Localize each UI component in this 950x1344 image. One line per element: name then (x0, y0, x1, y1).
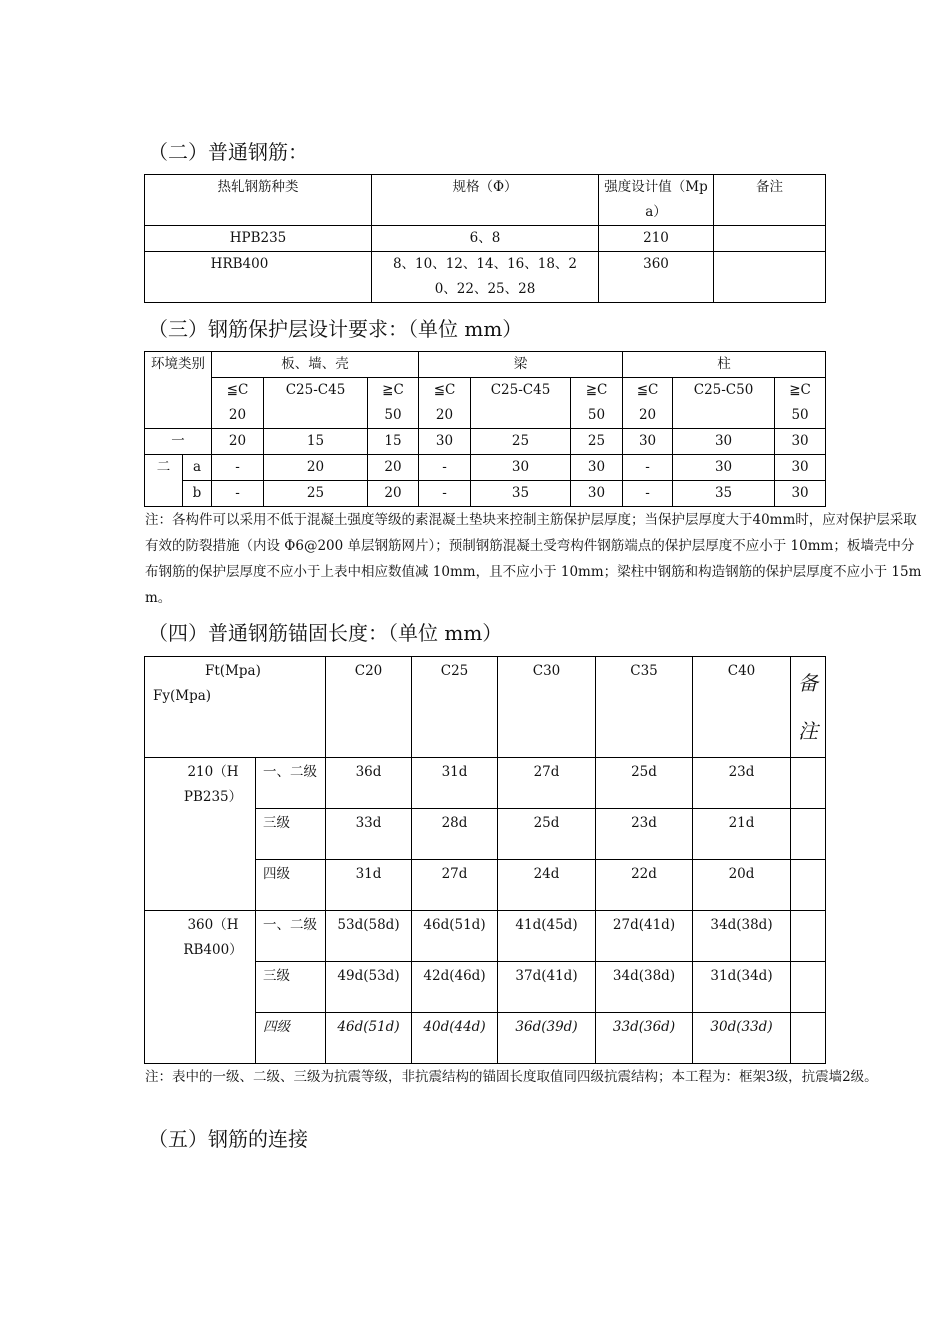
cover-note: 注：各构件可以采用不低于混凝土强度等级的素混凝土垫块来控制主筋保护层厚度；当保护层厚度大于40mm时，应对保护层采取有效的防裂措施（内设 Φ6@200 单层钢筋网片）；预制钢筋混凝土受弯构件钢筋端点的保护层厚度不应小于 10mm；板墙壳中分布钢筋的保护层厚度不应小于上表中相应数值减 10mm，且不应小于 10mm；梁柱中钢筋和构造钢筋的保护层厚度不应小于 15mm。 (145, 512, 922, 606)
subheader-cell: ≦C20 (419, 378, 471, 429)
cover-value: 20 (212, 429, 264, 455)
anchorage-note: 注：表中的一级、二级、三级为抗震等级，非抗震结构的锚固长度取值同四级抗震结构；本工程为：框架3级，抗震墙2级。 (145, 1069, 878, 1085)
anchorage-value: 30d(33d) (693, 1013, 791, 1064)
cover-value: 25 (471, 429, 571, 455)
remark-cell (791, 1013, 826, 1064)
steel-spec: 6、8 (372, 226, 599, 252)
anchorage-value: 40d(44d) (412, 1013, 498, 1064)
anchorage-value: 31d (326, 860, 412, 911)
seismic-level: 四级 (256, 1013, 326, 1064)
anchorage-value: 27d(41d) (596, 911, 693, 962)
subheader-cell: C25-C45 (264, 378, 368, 429)
cover-value: 20 (368, 481, 419, 507)
anchorage-value: 27d (498, 758, 596, 809)
anchorage-value: 34d(38d) (693, 911, 791, 962)
subheader-cell: ≦C20 (623, 378, 673, 429)
header-grade: C20 (326, 657, 412, 758)
cover-value: 35 (471, 481, 571, 507)
steel-strength: 360 (599, 252, 714, 303)
remark-cell (791, 860, 826, 911)
anchorage-value: 36d (326, 758, 412, 809)
steel-type: HRB400 (145, 252, 372, 303)
remark-cell (791, 809, 826, 860)
anchorage-value: 41d(45d) (498, 911, 596, 962)
seismic-level: 三级 (256, 809, 326, 860)
cover-value: - (419, 455, 471, 481)
cover-value: 20 (264, 455, 368, 481)
header-grade: C25 (412, 657, 498, 758)
anchorage-value: 46d(51d) (326, 1013, 412, 1064)
table-row (145, 758, 826, 809)
section5-heading: （五）钢筋的连接 (148, 1127, 308, 1151)
cover-value: 30 (571, 481, 623, 507)
header-grade: C30 (498, 657, 596, 758)
steel-remark (714, 252, 826, 303)
table-row (145, 481, 826, 507)
table-header-row (145, 657, 826, 758)
steel-grade-table (144, 174, 826, 303)
anchorage-value: 21d (693, 809, 791, 860)
anchorage-value: 46d(51d) (412, 911, 498, 962)
steel-spec: 8、10、12、14、16、18、20、22、25、28 (372, 252, 599, 303)
cover-value: 20 (368, 455, 419, 481)
cover-value: 30 (571, 455, 623, 481)
anchorage-value: 22d (596, 860, 693, 911)
cover-value: 30 (623, 429, 673, 455)
section3-heading: （三）钢筋保护层设计要求：（单位 mm） (148, 317, 523, 341)
seismic-level: 三级 (256, 962, 326, 1013)
steel-strength: 210 (599, 226, 714, 252)
cover-value: - (212, 481, 264, 507)
cover-value: 30 (775, 455, 826, 481)
header-grade: C40 (693, 657, 791, 758)
subheader-cell: ≧C50 (368, 378, 419, 429)
anchorage-value: 20d (693, 860, 791, 911)
header-spec: 规格（Φ） (372, 175, 599, 226)
anchorage-value: 37d(41d) (498, 962, 596, 1013)
header-fy-label: Fy(Mpa) (153, 688, 212, 704)
header-corner (145, 657, 326, 758)
cover-value: - (212, 455, 264, 481)
header-strength: 强度设计值（Mpa） (599, 175, 714, 226)
cover-value: 15 (264, 429, 368, 455)
cover-value: 30 (471, 455, 571, 481)
header-grade: C35 (596, 657, 693, 758)
steel-name: 360（HRB400） (145, 911, 256, 1064)
section2-heading: （二）普通钢筋： (148, 140, 308, 164)
cover-value: 35 (673, 481, 775, 507)
anchorage-value: 24d (498, 860, 596, 911)
subheader-cell: C25-C45 (471, 378, 571, 429)
anchorage-value: 28d (412, 809, 498, 860)
cover-value: 15 (368, 429, 419, 455)
steel-remark (714, 226, 826, 252)
cover-value: 30 (673, 429, 775, 455)
header-column: 柱 (623, 352, 826, 378)
cover-value: - (623, 455, 673, 481)
table-row (145, 429, 826, 455)
header-remark: 备注 (714, 175, 826, 226)
anchorage-value: 25d (498, 809, 596, 860)
table-header-row (145, 175, 826, 226)
anchorage-length-table (144, 656, 826, 1064)
table-subheader-row (145, 378, 826, 429)
anchorage-value: 34d(38d) (596, 962, 693, 1013)
subheader-cell: ≦C20 (212, 378, 264, 429)
seismic-level: 一、二级 (256, 758, 326, 809)
env-class-label: 二 (145, 455, 183, 507)
anchorage-value: 33d(36d) (596, 1013, 693, 1064)
env-subclass-label: b (183, 481, 212, 507)
header-slab-wall-shell: 板、墙、壳 (212, 352, 419, 378)
cover-value: 30 (775, 481, 826, 507)
header-remark: 备注 (791, 657, 826, 758)
anchorage-value: 27d (412, 860, 498, 911)
anchorage-value: 23d (596, 809, 693, 860)
env-class-label: 一 (145, 429, 212, 455)
anchorage-value: 31d(34d) (693, 962, 791, 1013)
seismic-level: 四级 (256, 860, 326, 911)
header-ft-label: Ft(Mpa) (205, 663, 261, 679)
anchorage-value: 49d(53d) (326, 962, 412, 1013)
remark-cell (791, 962, 826, 1013)
table-header-row (145, 352, 826, 378)
cover-thickness-table (144, 351, 826, 507)
subheader-cell: ≧C50 (775, 378, 826, 429)
cover-value: 25 (264, 481, 368, 507)
table-row (145, 455, 826, 481)
subheader-cell: C25-C50 (673, 378, 775, 429)
seismic-level: 一、二级 (256, 911, 326, 962)
anchorage-value: 31d (412, 758, 498, 809)
table-row (145, 911, 826, 962)
remark-cell (791, 758, 826, 809)
anchorage-value: 25d (596, 758, 693, 809)
steel-name: 210（HPB235） (145, 758, 256, 911)
cover-value: - (623, 481, 673, 507)
section4-heading: （四）普通钢筋锚固长度：（单位 mm） (148, 621, 503, 645)
remark-cell (791, 911, 826, 962)
cover-value: 30 (419, 429, 471, 455)
anchorage-value: 42d(46d) (412, 962, 498, 1013)
cover-value: 30 (775, 429, 826, 455)
steel-type: HPB235 (145, 226, 372, 252)
env-subclass-label: a (183, 455, 212, 481)
anchorage-value: 23d (693, 758, 791, 809)
table-row (145, 252, 826, 303)
cover-value: 30 (673, 455, 775, 481)
anchorage-value: 53d(58d) (326, 911, 412, 962)
header-steel-type: 热轧钢筋种类 (145, 175, 372, 226)
anchorage-value: 36d(39d) (498, 1013, 596, 1064)
header-env-class: 环境类别 (145, 352, 212, 429)
table-row (145, 226, 826, 252)
cover-value: - (419, 481, 471, 507)
header-beam: 梁 (419, 352, 623, 378)
anchorage-value: 33d (326, 809, 412, 860)
subheader-cell: ≧C50 (571, 378, 623, 429)
cover-value: 25 (571, 429, 623, 455)
